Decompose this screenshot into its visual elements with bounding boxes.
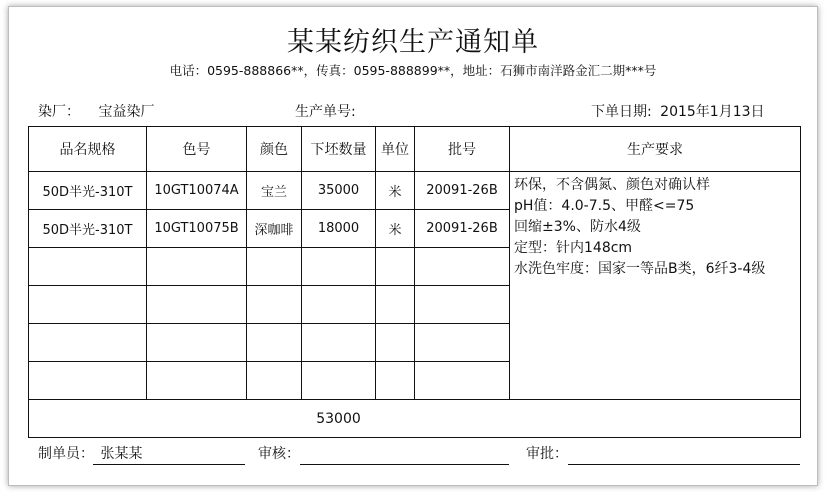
cell-color-code [147,248,247,286]
preparer-value: 张某某 [100,446,143,462]
cell-batch [415,286,510,324]
cell-spec [29,286,147,324]
cell-spec [29,248,147,286]
cell-unit [376,362,415,400]
cell-color-code [147,324,247,362]
cell-unit: 米 [376,172,415,210]
cell-color-code: 10GT10074A [147,172,247,210]
cell-quantity [302,286,376,324]
reviewer-field [258,443,300,463]
col-header-requirements: 生产要求 [510,127,801,172]
col-header-color-code: 色号 [147,127,247,172]
cell-color-code: 10GT10075B [147,210,247,248]
cell-quantity [302,324,376,362]
document-title: 某某纺织生产通知单 [287,27,539,58]
reviewer-underline [300,464,509,465]
dyehouse-label: 染厂： [38,104,80,120]
cell-color [247,324,302,362]
total-blank [29,400,147,438]
total-row [29,400,801,438]
col-header-color: 颜色 [247,127,302,172]
approver-underline [568,464,800,465]
reviewer-label: 审核： [258,446,300,462]
cell-spec: 50D半光-310T [29,172,147,210]
cell-color-code [147,362,247,400]
cell-batch [415,248,510,286]
cell-unit: 米 [376,210,415,248]
cell-batch: 20091-26B [415,210,510,248]
cell-spec: 50D半光-310T [29,210,147,248]
requirement-line: 定型：针内148cm [514,240,633,256]
requirement-line: pH值：4.0-7.5、甲醛<=75 [514,198,695,214]
cell-batch [415,324,510,362]
cell-color [247,286,302,324]
approver-label: 审批： [526,446,568,462]
approver-field [526,443,568,463]
dyehouse-field [38,101,154,121]
cell-color: 深咖啡 [247,210,302,248]
cell-quantity: 18000 [302,210,376,248]
production-table [28,126,801,438]
order-date-field [591,101,765,121]
cell-quantity: 35000 [302,172,376,210]
cell-color [247,362,302,400]
cell-spec [29,324,147,362]
order-date-label: 下单日期: [591,104,652,120]
total-blank [247,400,302,438]
order-date-value: 2015年1月13日 [660,104,765,120]
cell-unit [376,286,415,324]
order-no-label: 生产单号: [295,104,356,120]
table-header-row [29,127,801,172]
dyehouse-value: 宝益染厂 [98,104,155,120]
col-header-batch: 批号 [415,127,510,172]
table-row [29,172,801,210]
cell-spec [29,362,147,400]
requirement-line: 水洗色牢度：国家一等品B类，6纤3-4级 [514,261,766,277]
col-header-unit: 单位 [376,127,415,172]
total-blank [147,400,247,438]
cell-batch [415,362,510,400]
cell-batch: 20091-26B [415,172,510,210]
cell-color-code [147,286,247,324]
contact-line: 电话：0595-888866**，传真：0595-888899**，地址：石狮市南洋路金汇二期***号 [169,63,657,78]
requirement-line: 回缩±3%、防水4级 [514,219,641,235]
cell-unit [376,324,415,362]
cell-unit [376,248,415,286]
total-quantity: 53000 [302,400,376,438]
total-blank [376,400,801,438]
cell-color [247,248,302,286]
order-no-field [295,101,356,121]
col-header-spec: 品名规格 [29,127,147,172]
cell-quantity [302,362,376,400]
cell-color: 宝兰 [247,172,302,210]
preparer-underline [93,464,245,465]
requirements-cell [510,172,801,400]
col-header-quantity: 下坯数量 [302,127,376,172]
cell-quantity [302,248,376,286]
requirement-line: 环保，不含偶氮、颜色对确认样 [514,177,710,193]
preparer-label: 制单员： [38,446,94,462]
preparer-field [38,443,142,463]
